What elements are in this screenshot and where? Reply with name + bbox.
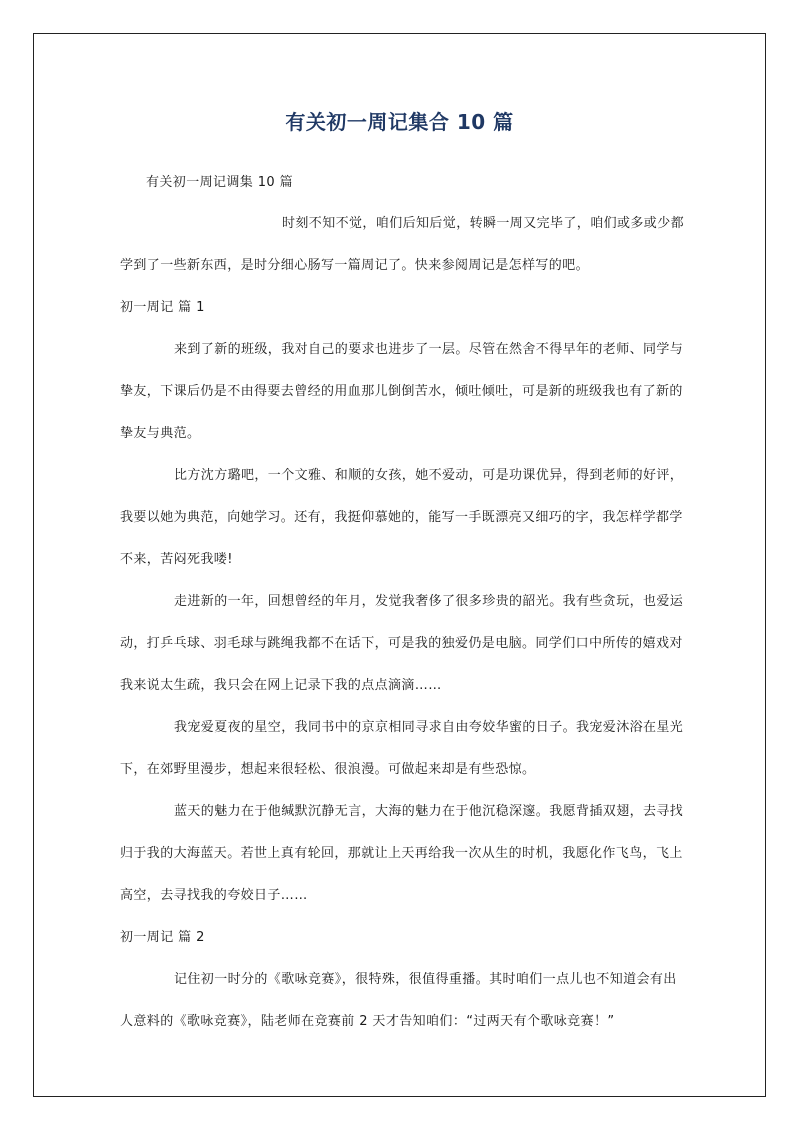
text-line: 挚友与典范。 bbox=[120, 426, 201, 441]
text-line: 来到了新的班级，我对自己的要求也进步了一层。尽管在然舍不得早年的老师、同学与 bbox=[174, 342, 684, 357]
text-line: 比方沈方璐吧，一个文雅、和顺的女孩，她不爱动，可是功课优异，得到老师的好评， bbox=[174, 468, 684, 483]
text-line: 我要以她为典范，向她学习。还有，我挺仰慕她的，能写一手既漂亮又细巧的字，我怎样学都学 bbox=[120, 510, 683, 525]
document-title: 有关初一周记集合 10 篇 bbox=[285, 110, 514, 134]
text-line: 记住初一时分的《歌咏竞赛》，很特殊，很值得重播。其时咱们一点儿也不知道会有出 bbox=[174, 972, 677, 987]
text-line: 我来说太生疏，我只会在网上记录下我的点点滴滴…… bbox=[120, 678, 442, 693]
text-line: 下，在郊野里漫步，想起来很轻松、很浪漫。可做起来却是有些恐惊。 bbox=[120, 762, 536, 777]
text-line: 时刻不知不觉，咱们后知后觉，转瞬一周又完毕了，咱们或多或少都 bbox=[282, 216, 685, 231]
text-line: 高空，去寻找我的夸姣日子…… bbox=[120, 888, 308, 903]
text-line: 不来，苦闷死我喽! bbox=[120, 552, 233, 567]
text-line: 我宠爱夏夜的星空，我同书中的京京相同寻求自由夸姣华蜜的日子。我宠爱沐浴在星光 bbox=[174, 720, 684, 735]
text-line: 挚友，下课后仍是不由得要去曾经的用血那儿倒倒苦水，倾吐倾吐，可是新的班级我也有了新的 bbox=[120, 384, 683, 399]
text-line: 蓝天的魅力在于他缄默沉静无言，大海的魅力在于他沉稳深邃。我愿背插双翅，去寻找 bbox=[174, 804, 684, 819]
text-line: 有关初一周记调集 10 篇 bbox=[146, 175, 294, 190]
text-line: 动，打乒乓球、羽毛球与跳绳我都不在话下，可是我的独爱仍是电脑。同学们口中所传的嬉戏对 bbox=[120, 636, 683, 651]
text-line: 走进新的一年，回想曾经的年月，发觉我奢侈了很多珍贵的韶光。我有些贪玩，也爱运 bbox=[174, 594, 684, 609]
section-heading: 初一周记 篇 1 bbox=[120, 300, 205, 315]
text-line: 人意料的《歌咏竞赛》，陆老师在竞赛前 2 天才告知咱们：“过两天有个歌咏竞赛！” bbox=[120, 1014, 615, 1029]
text-line: 学到了一些新东西，是时分细心肠写一篇周记了。快来参阅周记是怎样写的吧。 bbox=[120, 258, 590, 273]
section-heading: 初一周记 篇 2 bbox=[120, 930, 205, 945]
text-line: 归于我的大海蓝天。若世上真有轮回，那就让上天再给我一次从生的时机，我愿化作飞鸟，飞上 bbox=[120, 846, 683, 861]
